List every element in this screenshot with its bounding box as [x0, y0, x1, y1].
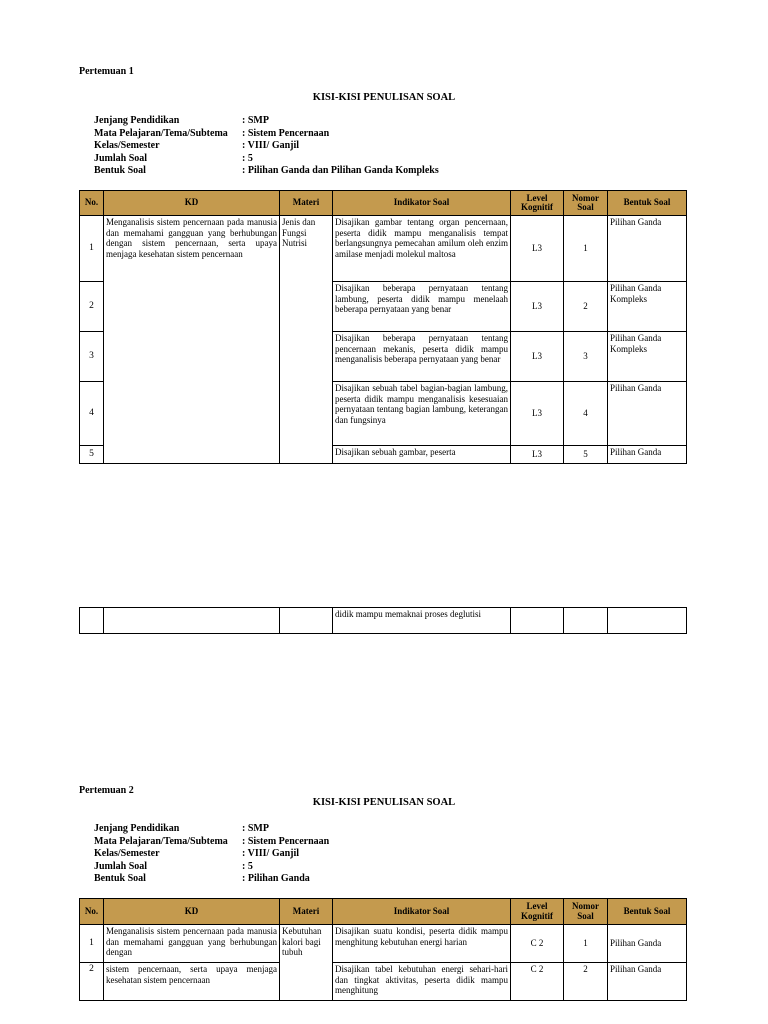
header-materi: Materi: [280, 899, 333, 925]
nomor-cell: 4: [564, 382, 608, 446]
header-kd: KD: [104, 899, 280, 925]
info-value: : VIII/ Ganjil: [242, 848, 300, 860]
empty-cell: [104, 608, 280, 634]
row-no: 2: [80, 963, 104, 1001]
header-bentuk: Bentuk Soal: [608, 899, 687, 925]
info-value: : 5: [242, 860, 253, 872]
indikator-cell: Disajikan gambar tentang organ pencernaan, peserta didik mampu menganalisis tempat berlangsungnya pemecahan amilum oleh enzim amilase menjadi molekul maltosa: [333, 216, 511, 282]
row-no: 2: [80, 282, 104, 332]
kisi-kisi-table-1: [79, 190, 687, 464]
header-indikator: Indikator Soal: [333, 191, 511, 216]
indikator-cell: Disajikan sebuah tabel bagian-bagian lambung, peserta didik mampu menganalisis kesesuaian pernyataan tentang bagian lambung, keterangan dan fungsinya: [333, 382, 511, 446]
header-level: Level Kognitif: [511, 899, 564, 925]
table-row: [80, 608, 687, 634]
nomor-cell: 1: [564, 216, 608, 282]
level-cell: L3: [511, 282, 564, 332]
level-cell: C 2: [511, 925, 564, 963]
row-no: 3: [80, 332, 104, 382]
section-1-title: KISI-KISI PENULISAN SOAL: [312, 92, 456, 103]
materi-cell: Jenis dan Fungsi Nutrisi: [280, 216, 333, 464]
section-1-info: [94, 115, 439, 178]
section-2-info: [94, 823, 329, 886]
indikator-cell: Disajikan suatu kondisi, peserta didik mampu menghitung kebutuhan energi harian: [333, 925, 511, 963]
pertemuan-2-label: Pertemuan 2: [79, 785, 134, 796]
table-row: [80, 216, 687, 282]
header-nomor: Nomor Soal: [564, 191, 608, 216]
kd-cell: Menganalisis sistem pencernaan pada manusia dan memahami gangguan yang berhubungan dengan sistem pencernaan, serta upaya menjaga kesehatan sistem pencernaan: [104, 216, 280, 464]
bentuk-cell: Pilihan Ganda: [608, 925, 687, 963]
indikator-cell: didik mampu memaknai proses deglutisi: [333, 608, 511, 634]
nomor-cell: 3: [564, 332, 608, 382]
header-level: Level Kognitif: [511, 191, 564, 216]
header-nomor: Nomor Soal: [564, 899, 608, 925]
table-header-row: [80, 191, 687, 216]
table-row: [80, 925, 687, 963]
empty-cell: [280, 608, 333, 634]
kisi-kisi-table-1-continuation: [79, 607, 687, 634]
header-no: No.: [80, 899, 104, 925]
indikator-cell: Disajikan beberapa pernyataan tentang pencernaan mekanis, peserta didik mampu menganalisis beberapa pernyataan yang benar: [333, 332, 511, 382]
info-value: : Pilihan Ganda dan Pilihan Ganda Kompleks: [242, 165, 439, 177]
bentuk-cell: Pilihan Ganda: [608, 382, 687, 446]
info-label: Mata Pelajaran/Tema/Subtema: [94, 835, 228, 847]
info-label: Bentuk Soal: [94, 873, 146, 885]
pertemuan-1-label: Pertemuan 1: [79, 66, 134, 77]
header-kd: KD: [104, 191, 280, 216]
empty-cell: [564, 608, 608, 634]
indikator-cell: Disajikan beberapa pernyataan tentang lambung, peserta didik mampu menelaah beberapa pernyataan yang benar: [333, 282, 511, 332]
row-no: 1: [80, 925, 104, 963]
empty-cell: [608, 608, 687, 634]
info-label: Kelas/Semester: [94, 848, 160, 860]
bentuk-cell: Pilihan Ganda: [608, 446, 687, 464]
empty-cell: [511, 608, 564, 634]
info-label: Mata Pelajaran/Tema/Subtema: [94, 127, 228, 139]
info-label: Jenjang Pendidikan: [94, 823, 180, 834]
info-value: : VIII/ Ganjil: [242, 140, 300, 152]
bentuk-cell: Pilihan Ganda: [608, 216, 687, 282]
indikator-cell: Disajikan sebuah gambar, peserta: [333, 446, 511, 464]
empty-cell: [80, 608, 104, 634]
table-row: [80, 963, 687, 1001]
header-indikator: Indikator Soal: [333, 899, 511, 925]
header-bentuk: Bentuk Soal: [608, 191, 687, 216]
table-header-row: [80, 899, 687, 925]
nomor-cell: 2: [564, 282, 608, 332]
header-materi: Materi: [280, 191, 333, 216]
bentuk-cell: Pilihan Ganda Kompleks: [608, 332, 687, 382]
info-value: : SMP: [242, 823, 269, 834]
row-no: 4: [80, 382, 104, 446]
info-label: Jenjang Pendidikan: [94, 115, 180, 126]
row-no: 5: [80, 446, 104, 464]
info-value: : Sistem Pencernaan: [242, 835, 330, 847]
kd-cell: sistem pencernaan, serta upaya menjaga kesehatan sistem pencernaan: [104, 963, 280, 1001]
header-no: No.: [80, 191, 104, 216]
info-label: Kelas/Semester: [94, 140, 160, 152]
nomor-cell: 1: [564, 925, 608, 963]
indikator-cell: Disajikan tabel kebutuhan energi sehari-hari dan tingkat aktivitas, peserta didik mampu menghitung: [333, 963, 511, 1001]
info-value: : SMP: [242, 115, 269, 126]
level-cell: L3: [511, 446, 564, 464]
bentuk-cell: Pilihan Ganda: [608, 963, 687, 1001]
level-cell: C 2: [511, 963, 564, 1001]
nomor-cell: 5: [564, 446, 608, 464]
kd-cell: Menganalisis sistem pencernaan pada manusia dan memahami gangguan yang berhubungan dengan: [104, 925, 280, 963]
level-cell: L3: [511, 382, 564, 446]
nomor-cell: 2: [564, 963, 608, 1001]
bentuk-cell: Pilihan Ganda Kompleks: [608, 282, 687, 332]
level-cell: L3: [511, 332, 564, 382]
info-value: : Sistem Pencernaan: [242, 127, 330, 139]
info-label: Bentuk Soal: [94, 165, 146, 177]
section-2-title: KISI-KISI PENULISAN SOAL: [312, 797, 456, 808]
kisi-kisi-table-2: [79, 898, 687, 1001]
materi-cell: Kebutuhan kalori bagi tubuh: [280, 925, 333, 1001]
level-cell: L3: [511, 216, 564, 282]
info-label: Jumlah Soal: [94, 860, 148, 872]
info-label: Jumlah Soal: [94, 152, 148, 164]
info-value: : Pilihan Ganda: [242, 873, 310, 885]
row-no: 1: [80, 216, 104, 282]
info-value: : 5: [242, 152, 253, 164]
